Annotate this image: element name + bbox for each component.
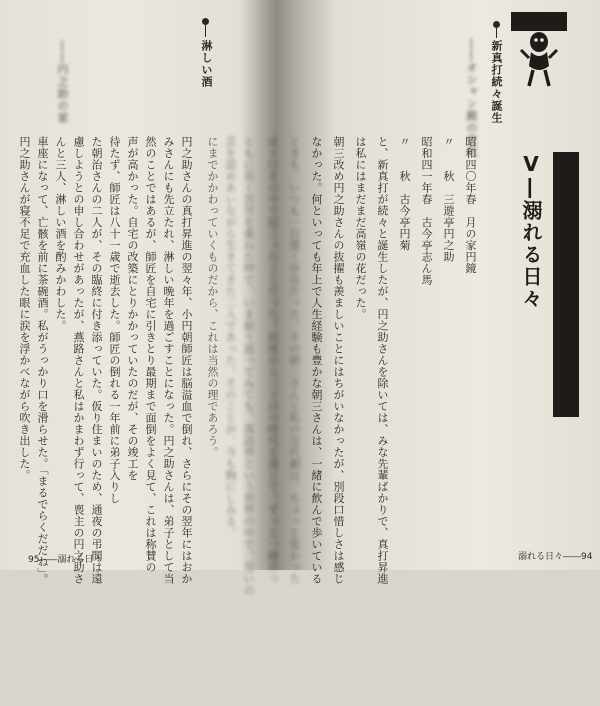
text-line: 声が高かった。自宅の改築にとりかかっていたのだが、その竣工を [126,136,139,481]
text-line: 円之助さんの真打昇進の翌々年、小円朝師匠は脳溢血で倒れ、さらにその翌年にはおか [180,136,193,585]
faded-section-heading: ――オシャン殿の交代 [465,38,478,158]
text-line: にまでかかわっていくものだから、これは当然の理であろう。 [206,136,219,458]
section-bullet [202,18,209,25]
text-line: 朝三改め円之助さんの抜擢も羨ましいことにはちがいなかったが、別段口惜しさは感じ [332,136,345,585]
section-heading: 淋しい酒 [200,40,213,88]
text-line: た朝治さんの二人が、その臨終に付き添っていた。仮り住まいのため、通夜の弔問は遠 [90,136,103,585]
text-line: と、新真打が続々と誕生したが、円之助さんを除いては、みな先輩ばかりで、真打昇進 [376,136,389,585]
text-line: 然のことではあるが、師匠を自宅に引きとり最期まで面倒をよく見て、これは称賛の [144,136,157,573]
date-line-3: 昭和四一年春 古今亭志ん馬 [420,136,433,286]
text-line: みさんにも先立たれ、淋しい晩年を過ごすことになった。円之助さんは、弟子として当 [162,136,175,585]
faded-text-line: 芸を認めあいながら生きてきた二人であった。そのことが、今も胸にしみる。 [224,136,237,539]
faded-text-line: ともに長く苦労を重ねた仲で、いま振り返ってみても、落語界という世界の中で、互いの [242,136,255,596]
date-line-2: 〃 秋 三遊亭円之助 [442,136,455,263]
text-line: 車座になって、亡骸を前に茶碗酒。私がうっかり口を滑らせた。「まるでらくだだね」。 [36,136,49,585]
section-rule [205,25,206,37]
chapter-title: Ⅴ―溺れる日々 [519,152,543,310]
page-folio-left: 95――溺れる日々 [28,555,103,565]
section-heading: 新真打続々誕生 [490,40,503,124]
page-folio-right: 溺れる日々――94 [518,552,593,562]
chapter-tab-bar [511,12,567,31]
date-line-4: 〃 秋 古今亭円菊 [398,136,411,251]
faded-section-heading: ――円之助の家 [56,40,69,124]
faded-text-line: 成り行きの中で起こったことだった。前座から二ツ目の時代を通じて、ずっと一緒だっ [266,136,279,585]
faded-text-line: ときも、いつも一目置く存在だった。その朝三さんと私の交代劇は、ちょっと変わった [288,136,301,585]
chapter-title-bar [553,152,579,417]
section-rule [496,28,497,38]
rakugo-performer-icon [519,30,559,88]
date-line-1: 昭和四〇年春 月の家円鏡 [464,136,477,274]
section-bullet [493,21,500,28]
text-line: んと三人、淋しい酒を酌みかわした。 [54,136,67,332]
text-line: 円之助さんが寝不足で充血した眼に涙を浮かべながら吹き出した。 [18,136,31,481]
text-line: 慮しようとの申し合わせがあったが、燕路さんと私はかまわず行って、喪主の円之助さ [72,136,85,585]
text-line: は私にはまだまだ高嶺の花だった。 [354,136,367,320]
text-line: 待たず、師匠は八十一歳で逝去した。師匠の倒れる一年前に弟子入りし [108,136,121,504]
text-line: なかった。何といっても年上で人生経験も豊かな朝三さんは、一緒に飲んで歩いている [310,136,323,585]
